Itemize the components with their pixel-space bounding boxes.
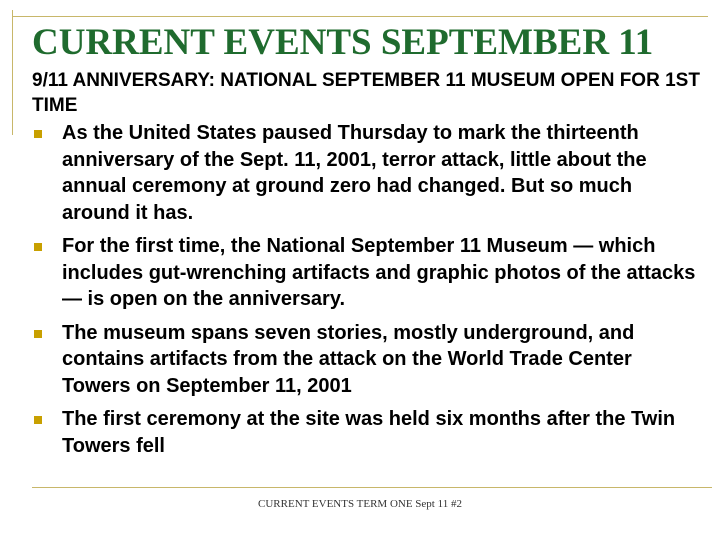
bullet-text: The museum spans seven stories, mostly underground, and contains artifacts from the attack on the World Trade Center Towers on September 11, 2001 [62,321,635,397]
square-bullet-icon [34,416,42,424]
top-decorative-rule [12,16,708,17]
bullet-item [32,120,696,226]
left-decorative-rule [12,10,13,135]
bullet-list [32,120,696,466]
bullet-item [32,233,696,313]
square-bullet-icon [34,330,42,338]
bottom-decorative-rule [32,487,712,488]
slide-title: CURRENT EVENTS SEPTEMBER 11 [32,22,654,63]
bullet-text: For the first time, the National September 11 Museum — which includes gut-wrenching artifacts and graphic photos of the attacks — is open on the anniversary. [62,235,696,310]
slide-footer: CURRENT EVENTS TERM ONE Sept 11 #2 [258,498,462,510]
bullet-item [32,320,696,400]
bullet-text: The first ceremony at the site was held six months after the Twin Towers fell [62,408,676,457]
slide-subtitle: 9/11 ANNIVERSARY: NATIONAL SEPTEMBER 11 MUSEUM OPEN FOR 1ST TIME [32,70,700,116]
square-bullet-icon [34,243,42,251]
square-bullet-icon [34,130,42,138]
bullet-item [32,406,696,459]
bullet-text: As the United States paused Thursday to mark the thirteenth anniversary of the Sept. 11, 2001, terror attack, little about the annual ceremony at ground zero had changed. But so much around it has. [62,122,647,224]
